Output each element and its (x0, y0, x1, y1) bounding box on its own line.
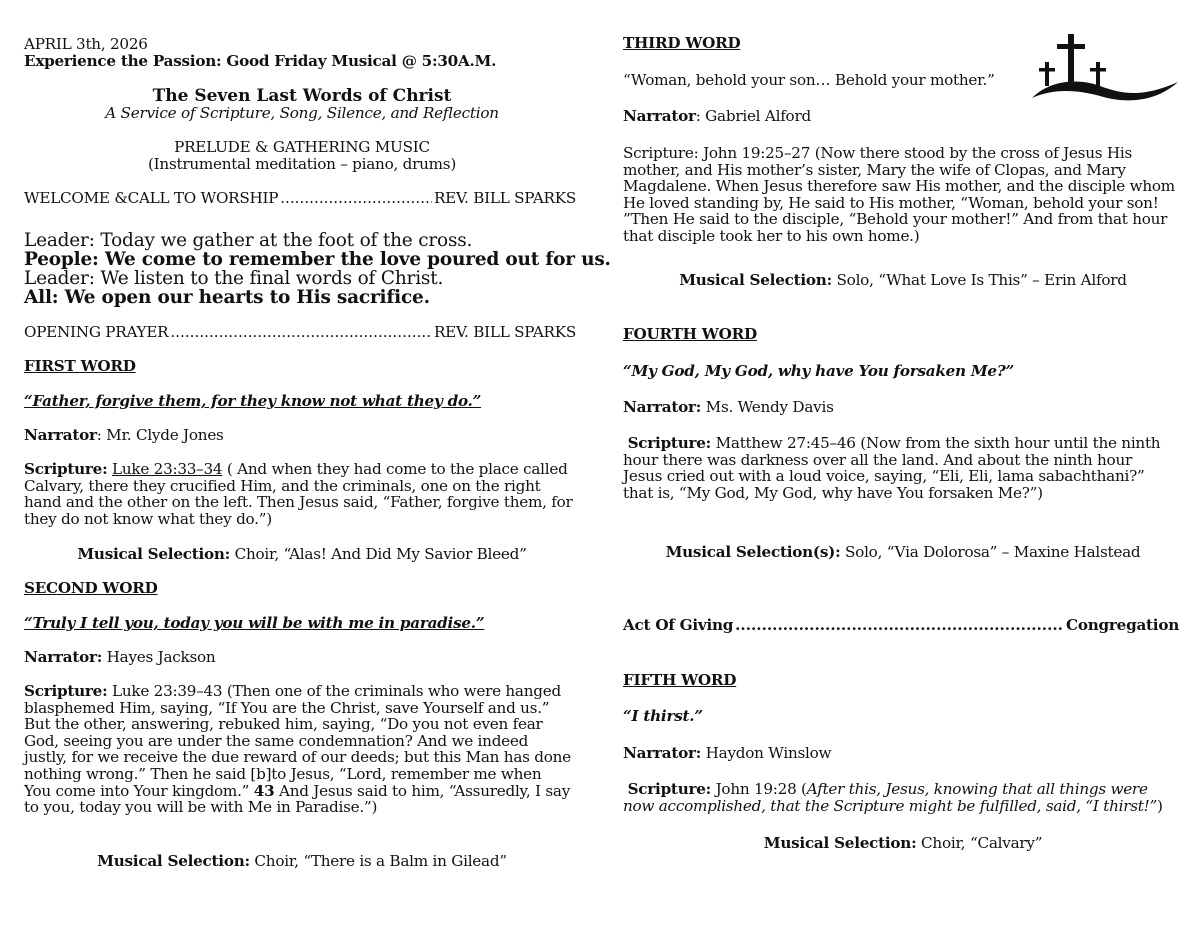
prayer-leader: REV. BILL SPARKS (433, 323, 576, 341)
music-label: Musical Selection: (77, 545, 231, 563)
scripture-label: Scripture: (24, 682, 108, 700)
fifth-word-scripture (623, 781, 1175, 814)
music-label: Musical Selection: (763, 834, 917, 852)
narrator-name: Hayes Jackson (102, 648, 216, 666)
first-word-heading: FIRST WORD (24, 357, 136, 375)
second-word-scripture (24, 683, 572, 816)
music-label: Musical Selection: (97, 852, 250, 870)
second-word-quote: “Truly I tell you, today you will be with me in paradise.” (24, 614, 485, 632)
welcome-leader: REV. BILL SPARKS (433, 189, 576, 207)
music-selection: Choir, “There is a Balm in Gilead” (249, 852, 507, 870)
welcome-line (24, 190, 576, 207)
event-title: Experience the Passion: Good Friday Musical @ 5:30A.M. (24, 52, 497, 70)
narrator-name: Haydon Winslow (701, 744, 832, 762)
first-word-scripture (24, 461, 574, 527)
music-label: Musical Selection: (679, 271, 832, 289)
fourth-word-quote: “My God, My God, why have You forsaken Me?” (623, 362, 1014, 380)
responsive-line-4: All: We open our hearts to His sacrifice. (24, 287, 430, 308)
fourth-word-narrator (623, 399, 834, 416)
scripture-text-end: And Jesus said to him, “Assuredly, I say to you, today you will be with Me in Paradise.”) (24, 781, 571, 817)
prelude-heading: PRELUDE & GATHERING MUSIC (174, 138, 430, 156)
prayer-line (24, 324, 576, 341)
first-word-music (24, 546, 580, 563)
fourth-word-heading: FOURTH WORD (623, 325, 757, 343)
music-selection: Solo, “Via Dolorosa” – Maxine Halstead (840, 543, 1141, 561)
scripture-reference: Luke 23:33–34 (112, 460, 223, 478)
music-selection: Solo, “What Love Is This” – Erin Alford (831, 271, 1127, 289)
music-label: Musical Selection(s): (665, 543, 841, 561)
narrator-label: Narrator: (623, 744, 702, 762)
responsive-line-3: Leader: We listen to the final words of Christ. (24, 268, 444, 289)
narrator-name: Ms. Wendy Davis (701, 398, 834, 416)
three-crosses-hill-icon (1030, 32, 1180, 104)
narrator-label: Narrator (24, 426, 97, 444)
scripture-label: Scripture: (24, 460, 108, 478)
scripture-text: ( And when they had come to the place called Calvary, there they crucified Him, and the criminals, one on the right hand and the other on the left. Then Jesus said, “Father, forgive them, for they do not know what they do.”) (24, 460, 573, 528)
fifth-word-narrator (623, 745, 831, 762)
scripture-close: ) (1157, 796, 1163, 815)
second-word-narrator (24, 649, 215, 666)
second-word-heading: SECOND WORD (24, 579, 158, 597)
fourth-word-scripture (623, 435, 1175, 501)
program-title: The Seven Last Words of Christ (152, 86, 452, 106)
prayer-leader-dots (170, 324, 432, 341)
scripture-label: Scripture: (627, 434, 712, 452)
giving-label: Act Of Giving (623, 616, 734, 634)
prelude-note: (Instrumental meditation – piano, drums) (147, 155, 457, 173)
third-word-heading: THIRD WORD (623, 34, 741, 52)
responsive-line-1: Leader: Today we gather at the foot of the cross. (24, 230, 473, 251)
scripture-label: Scripture: (627, 780, 712, 798)
giving-line (623, 617, 1179, 634)
welcome-leader-dots (280, 190, 432, 207)
fifth-word-music (623, 835, 1183, 852)
narrator-name: : Gabriel Alford (695, 107, 811, 125)
scripture-text: After this, Jesus, knowing that all things were now accomplished, that the Scripture might be fulfilled, said, “I thirst!” (623, 780, 1158, 815)
music-selection: Choir, “Calvary” (916, 834, 1043, 852)
program-subtitle: A Service of Scripture, Song, Silence, and Reflection (105, 104, 499, 122)
narrator-label: Narrator: (623, 398, 702, 416)
scripture-text: Matthew 27:45–46 (Now from the sixth hour until the ninth hour there was darkness over all the land. And about the ninth hour Jesus cried out with a loud voice, saying, “Eli, Eli, lama sabachthani?” that is, “My God, My God, why have You forsaken Me?”) (623, 434, 1161, 502)
fifth-word-heading: FIFTH WORD (623, 671, 737, 689)
fifth-word-quote: “I thirst.” (623, 707, 703, 725)
music-selection: Choir, “Alas! And Did My Savior Bleed” (230, 545, 527, 563)
fourth-word-music (623, 544, 1183, 561)
third-word-narrator (623, 108, 811, 125)
narrator-label: Narrator (623, 107, 696, 125)
scripture-reference: John 19:28 ( (711, 780, 807, 798)
narrator-name: : Mr. Clyde Jones (96, 426, 224, 444)
second-word-music (24, 853, 580, 870)
first-word-quote: “Father, forgive them, for they know not what they do.” (24, 392, 482, 410)
prayer-label: OPENING PRAYER (24, 323, 169, 341)
verse-number: 43 (253, 781, 275, 800)
service-date: APRIL 3th, 2026 (24, 35, 148, 53)
welcome-label: WELCOME &CALL TO WORSHIP (24, 189, 279, 207)
first-word-narrator (24, 427, 224, 444)
giving-leader-dots (735, 617, 1064, 634)
giving-who: Congregation (1066, 616, 1179, 634)
third-word-music (623, 272, 1183, 289)
third-word-quote: “Woman, behold your son… Behold your mother.” (623, 71, 995, 89)
third-word-scripture: Scripture: John 19:25–27 (Now there stood by the cross of Jesus His mother, and His mother’s sister, Mary the wife of Clopas, and Mary Magdalene. When Jesus therefore saw His mother, and the disciple whom He loved standing by, He said to His mother, “Woman, behold your son! ”Then He said to the disciple, “Behold your mother!” And from that hour that disciple took her to his own home.) (623, 144, 1175, 245)
scripture-text: Luke 23:39–43 (Then one of the criminals who were hanged blasphemed Him, saying, “If You are the Christ, save Yourself and us.” But the other, answering, rebuked him, saying, “Do you not even fear God, seeing you are under the same condemnation? And we indeed justly, for we receive the due reward of our deeds; but this Man has done nothing wrong.” Then he said [b]to Jesus, “Lord, remember me when You come into Your kingdom.” (24, 682, 571, 800)
responsive-line-2: People: We come to remember the love poured out for us. (24, 249, 611, 270)
narrator-label: Narrator: (24, 648, 103, 666)
